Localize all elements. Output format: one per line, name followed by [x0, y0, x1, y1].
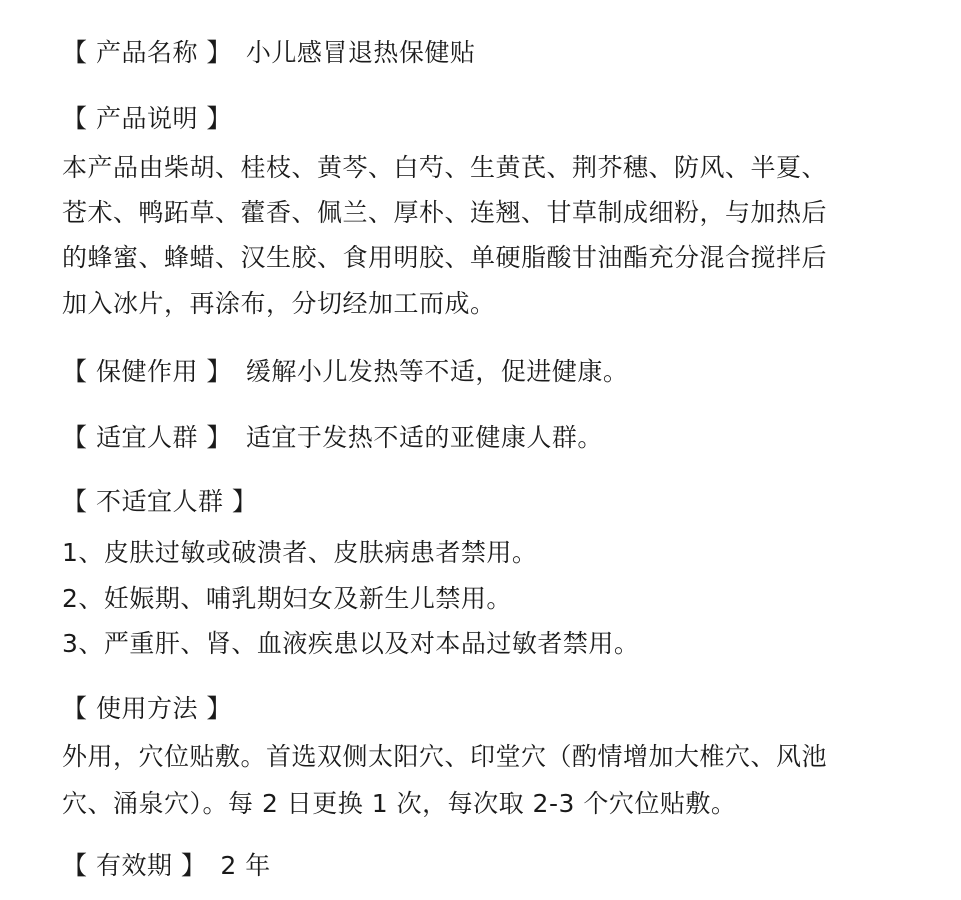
- unsuitable-item: 1、皮肤过敏或破溃者、皮肤病患者禁用。: [62, 538, 538, 567]
- usage-line: 穴、涌泉穴）。每 2 日更换 1 次，每次取 2-3 个穴位贴敷。: [62, 789, 737, 818]
- validity-value: 2 年: [220, 851, 271, 880]
- unsuitable-item: 3、严重肝、肾、血液疾患以及对本品过敏者禁用。: [62, 629, 640, 658]
- description-label: 【 产品说明 】: [62, 104, 232, 133]
- usage-line: 外用，穴位贴敷。首选双侧太阳穴、印堂穴（酌情增加大椎穴、风池: [62, 742, 828, 771]
- validity-row: [62, 849, 271, 883]
- suitable-row: [62, 421, 603, 455]
- function-label: 【 保健作用 】: [62, 357, 232, 386]
- product-name-value: 小儿感冒退热保健贴: [245, 38, 476, 67]
- product-name-label: 【 产品名称 】: [62, 38, 232, 67]
- function-row: [62, 355, 628, 389]
- description-line: 苍术、鸭跖草、藿香、佩兰、厚朴、连翘、甘草制成细粉，与加热后: [62, 198, 828, 227]
- validity-label: 【 有效期 】: [62, 851, 207, 880]
- unsuitable-item: 2、妊娠期、哺乳期妇女及新生儿禁用。: [62, 584, 512, 613]
- description-line: 本产品由柴胡、桂枝、黄芩、白芍、生黄芪、荆芥穗、防风、半夏、: [62, 153, 828, 182]
- function-value: 缓解小儿发热等不适，促进健康。: [245, 357, 629, 386]
- suitable-value: 适宜于发热不适的亚健康人群。: [245, 423, 603, 452]
- unsuitable-label: 【 不适宜人群 】: [62, 487, 258, 516]
- product-name-row: [62, 36, 475, 70]
- suitable-label: 【 适宜人群 】: [62, 423, 232, 452]
- description-line: 加入冰片，再涂布，分切经加工而成。: [62, 289, 496, 318]
- description-line: 的蜂蜜、蜂蜡、汉生胶、食用明胶、单硬脂酸甘油酯充分混合搅拌后: [62, 243, 828, 272]
- usage-label: 【 使用方法 】: [62, 694, 232, 723]
